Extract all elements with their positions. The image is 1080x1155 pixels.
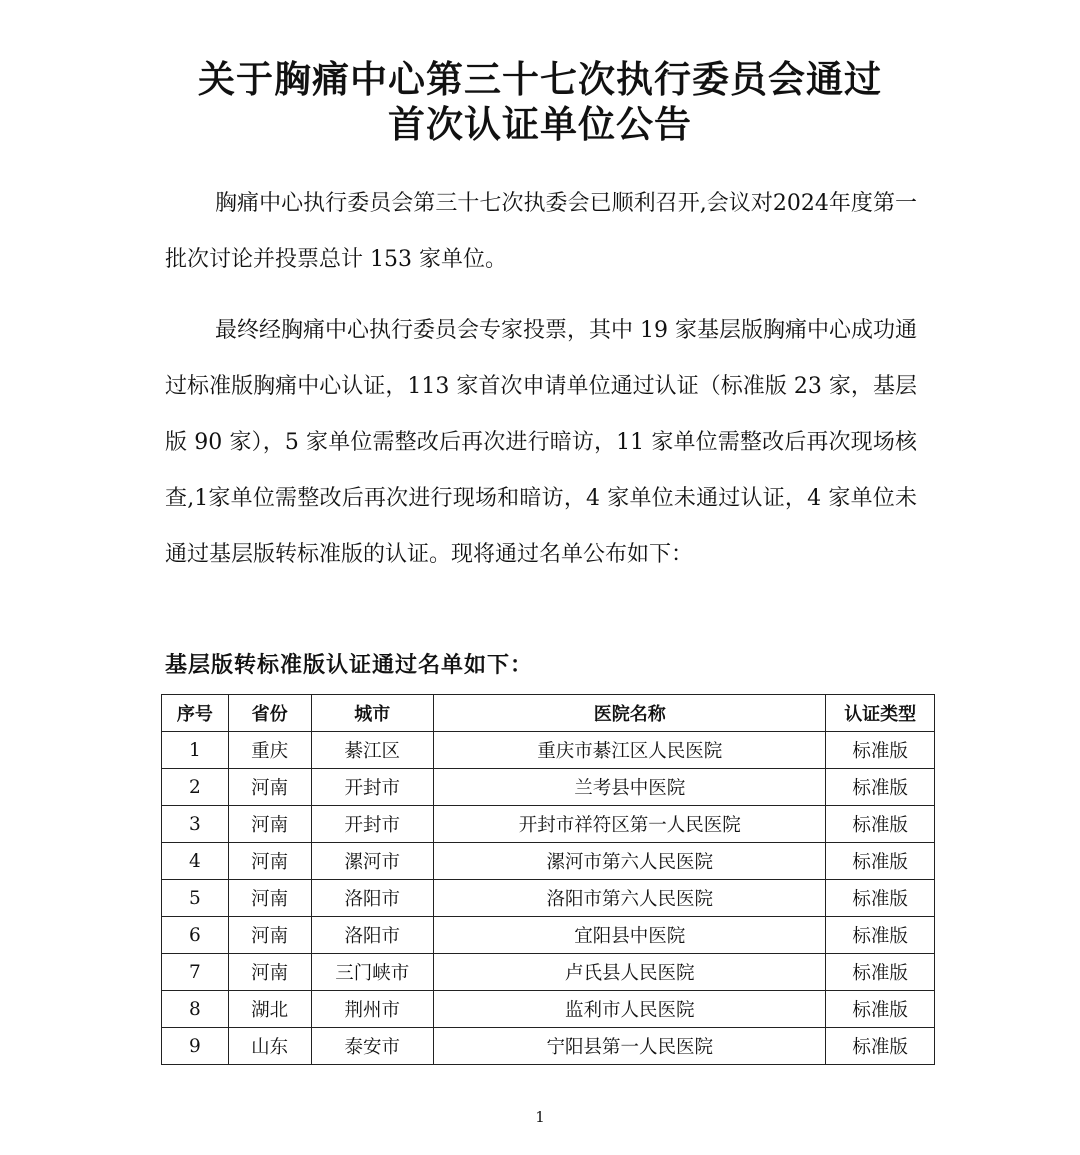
cell-city: 泰安市 — [311, 1028, 434, 1065]
cell-hospital: 洛阳市第六人民医院 — [434, 880, 826, 917]
header-hospital: 医院名称 — [434, 695, 826, 732]
cell-city: 漯河市 — [311, 843, 434, 880]
header-cert-type: 认证类型 — [826, 695, 935, 732]
cell-hospital: 监利市人民医院 — [434, 991, 826, 1028]
cell-province: 山东 — [228, 1028, 311, 1065]
cell-hospital: 宜阳县中医院 — [434, 917, 826, 954]
cell-city: 荆州市 — [311, 991, 434, 1028]
table-row — [162, 954, 935, 991]
document-title-line-2: 首次认证单位公告 — [388, 103, 692, 146]
cell-province: 河南 — [228, 880, 311, 917]
cell-hospital: 兰考县中医院 — [434, 769, 826, 806]
page-number: 1 — [535, 1108, 545, 1126]
list-subheading: 基层版转标准版认证通过名单如下： — [165, 653, 534, 678]
header-city: 城市 — [311, 695, 434, 732]
document-title-line-1: 关于胸痛中心第三十七次执行委员会通过 — [198, 58, 882, 101]
cell-hospital: 漯河市第六人民医院 — [434, 843, 826, 880]
cell-index: 3 — [162, 806, 229, 843]
cell-cert-type: 标准版 — [826, 954, 935, 991]
cell-index: 6 — [162, 917, 229, 954]
cell-hospital: 宁阳县第一人民医院 — [434, 1028, 826, 1065]
cell-cert-type: 标准版 — [826, 843, 935, 880]
cell-cert-type: 标准版 — [826, 806, 935, 843]
cell-province: 重庆 — [228, 732, 311, 769]
certified-units-table — [161, 694, 935, 1065]
table-row — [162, 843, 935, 880]
cell-index: 8 — [162, 991, 229, 1028]
header-index: 序号 — [162, 695, 229, 732]
cell-index: 2 — [162, 769, 229, 806]
cell-hospital: 重庆市綦江区人民医院 — [434, 732, 826, 769]
cell-cert-type: 标准版 — [826, 769, 935, 806]
cell-index: 7 — [162, 954, 229, 991]
cell-province: 河南 — [228, 769, 311, 806]
table-row — [162, 880, 935, 917]
table-row — [162, 1028, 935, 1065]
cell-cert-type: 标准版 — [826, 880, 935, 917]
cell-province: 河南 — [228, 954, 311, 991]
cell-city: 洛阳市 — [311, 917, 434, 954]
cell-province: 河南 — [228, 806, 311, 843]
cell-province: 河南 — [228, 917, 311, 954]
cell-index: 9 — [162, 1028, 229, 1065]
table-row — [162, 806, 935, 843]
intro-paragraph: 胸痛中心执行委员会第三十七次执委会已顺利召开,会议对2024年度第一批次讨论并投票总计 153 家单位。 — [165, 191, 917, 272]
cell-city: 洛阳市 — [311, 880, 434, 917]
cell-index: 4 — [162, 843, 229, 880]
cell-cert-type: 标准版 — [826, 732, 935, 769]
cell-hospital: 开封市祥符区第一人民医院 — [434, 806, 826, 843]
cell-city: 开封市 — [311, 769, 434, 806]
table-body — [162, 732, 935, 1065]
table-row — [162, 732, 935, 769]
cell-city: 綦江区 — [311, 732, 434, 769]
cell-index: 5 — [162, 880, 229, 917]
cell-province: 湖北 — [228, 991, 311, 1028]
table-row — [162, 991, 935, 1028]
table-row — [162, 769, 935, 806]
cell-cert-type: 标准版 — [826, 1028, 935, 1065]
cell-cert-type: 标准版 — [826, 917, 935, 954]
cell-city: 三门峡市 — [311, 954, 434, 991]
table-header-row — [162, 695, 935, 732]
result-paragraph: 最终经胸痛中心执行委员会专家投票，其中 19 家基层版胸痛中心成功通过标准版胸痛中心认证，113 家首次申请单位通过认证（标准版 23 家，基层版 90 家），5 家单位需整改后再次进行暗访，11 家单位需整改后再次现场核查,1家单位需整改后再次进行现场和暗访，4 家单位未通过认证，4 家单位未通过基层版转标准版的认证。现将通过名单公布如下： — [165, 318, 917, 567]
header-province: 省份 — [228, 695, 311, 732]
cell-index: 1 — [162, 732, 229, 769]
cell-hospital: 卢氏县人民医院 — [434, 954, 826, 991]
cell-city: 开封市 — [311, 806, 434, 843]
cell-cert-type: 标准版 — [826, 991, 935, 1028]
cell-province: 河南 — [228, 843, 311, 880]
table-row — [162, 917, 935, 954]
